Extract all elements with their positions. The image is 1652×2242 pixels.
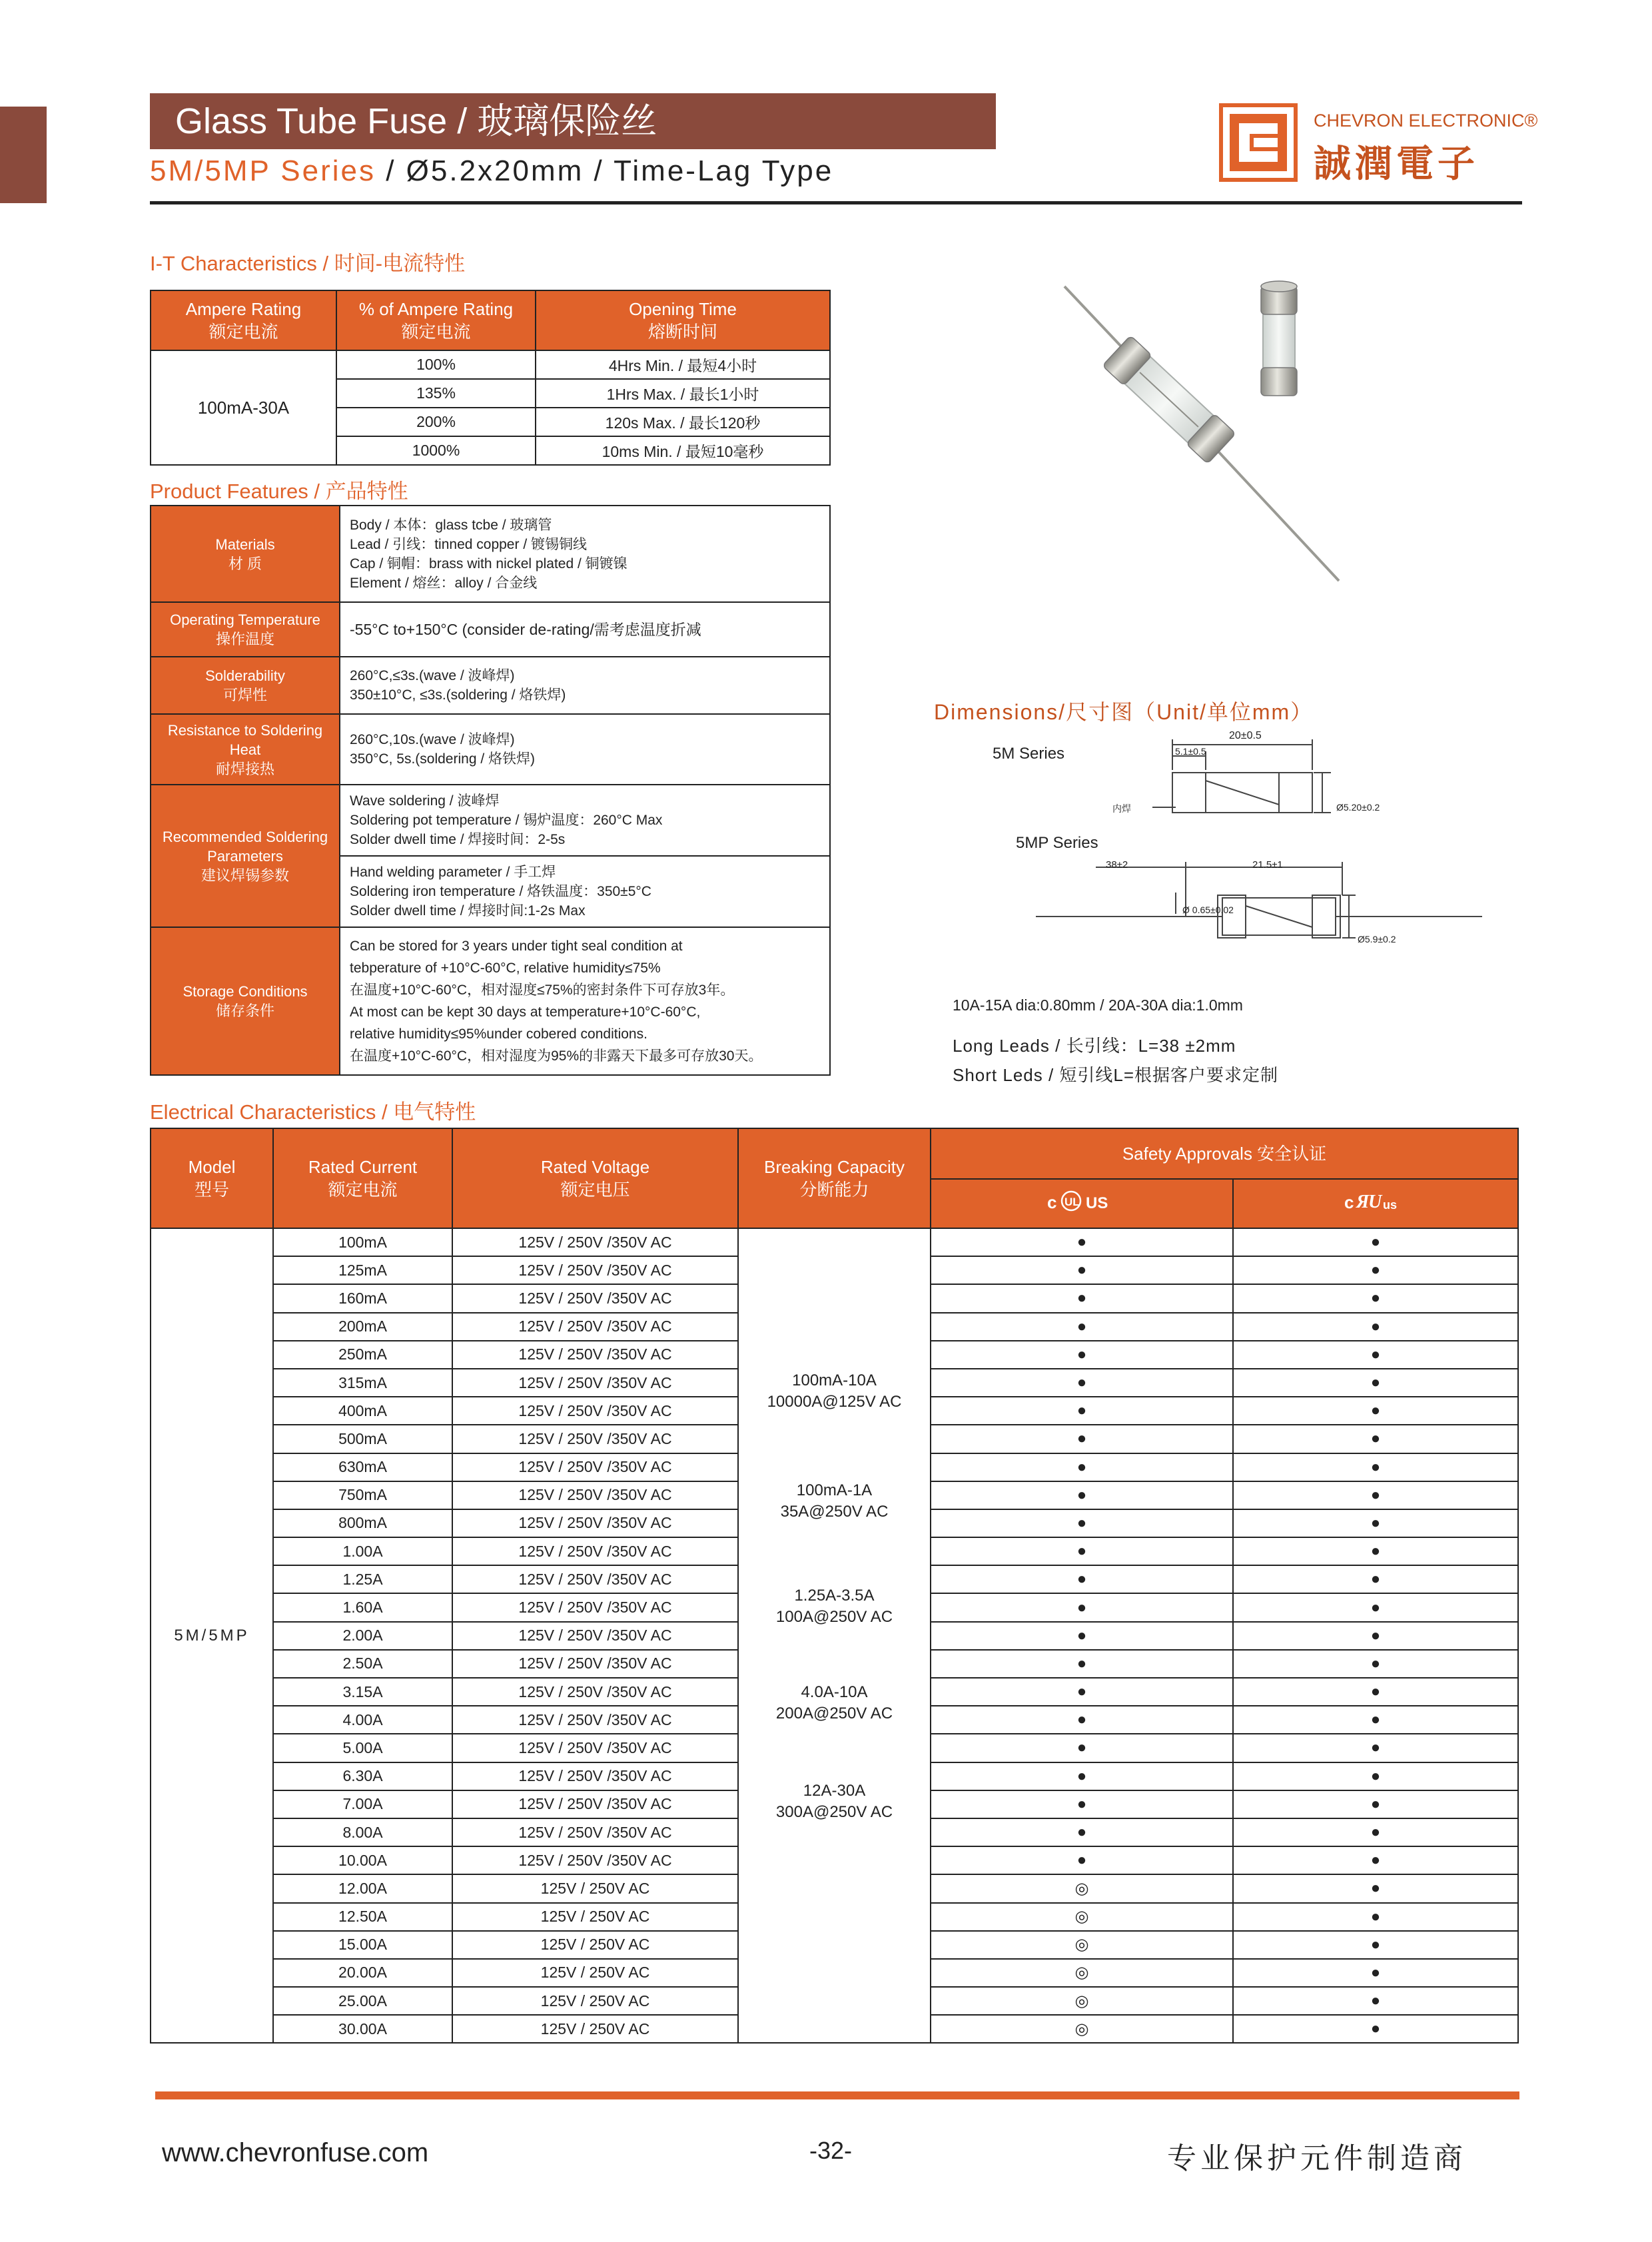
lead-diameter-note: 10A-15A dia:0.80mm / 20A-30A dia:1.0mm bbox=[953, 996, 1243, 1014]
header-rated-current: Rated Current 额定电流 bbox=[273, 1128, 452, 1228]
table-row bbox=[151, 1228, 1518, 1256]
logo-english: CHEVRON ELECTRONIC® bbox=[1314, 111, 1538, 131]
cul-approval-mark: ◎ bbox=[931, 1903, 1233, 1931]
features-section-title: Product Features / 产品特性 bbox=[150, 480, 408, 503]
rated-voltage-cell: 125V / 250V /350V AC bbox=[452, 1650, 738, 1678]
it-percent: 1000% bbox=[336, 436, 536, 465]
rated-current-cell: 12.00A bbox=[273, 1874, 452, 1902]
cul-approval-mark: ● bbox=[931, 1846, 1233, 1874]
rated-current-cell: 7.00A bbox=[273, 1790, 452, 1818]
short-leads-note: Short Leds / 短引线L=根据客户要求定制 bbox=[953, 1065, 1279, 1085]
rated-current-cell: 12.50A bbox=[273, 1903, 452, 1931]
svg-text:U: U bbox=[1368, 1192, 1382, 1212]
svg-text:UL: UL bbox=[1064, 1196, 1080, 1208]
rated-voltage-cell: 125V / 250V AC bbox=[452, 1987, 738, 2015]
cru-approval-mark: ● bbox=[1233, 1369, 1518, 1397]
dim-lead-38: 38±2 bbox=[1106, 859, 1128, 871]
cru-approval-mark: ● bbox=[1233, 1931, 1518, 1959]
svg-text:c: c bbox=[1047, 1192, 1057, 1212]
cul-approval-mark: ● bbox=[931, 1622, 1233, 1650]
feature-value-wave-soldering: Wave soldering / 波峰焊 Soldering pot temperature / 锡炉温度：260°C Max Solder dwell time / 焊接时间：2-5s bbox=[340, 785, 830, 856]
logo-chinese: 誠潤電子 bbox=[1314, 143, 1479, 186]
product-features-table bbox=[150, 505, 831, 1076]
svg-text:Я: Я bbox=[1356, 1192, 1370, 1212]
feature-label-storage: Storage Conditions 储存条件 bbox=[151, 927, 340, 1075]
rated-current-cell: 4.00A bbox=[273, 1706, 452, 1734]
rated-current-cell: 6.30A bbox=[273, 1762, 452, 1790]
feature-label-operating-temp: Operating Temperature 操作温度 bbox=[151, 602, 340, 657]
feature-value-operating-temp: -55°C to+150°C (consider de-rating/需考虑温度折减 bbox=[340, 602, 830, 657]
header-breaking-capacity: Breaking Capacity 分断能力 bbox=[738, 1128, 931, 1228]
cru-approval-mark: ● bbox=[1233, 1425, 1518, 1453]
side-tab-marker bbox=[0, 107, 47, 203]
rated-voltage-cell: 125V / 250V /350V AC bbox=[452, 1284, 738, 1312]
it-header-opening-time: Opening Time 熔断时间 bbox=[536, 290, 830, 350]
cru-approval-mark: ● bbox=[1233, 1903, 1518, 1931]
rated-voltage-cell: 125V / 250V /350V AC bbox=[452, 1509, 738, 1537]
feature-label-resistance-heat: Resistance to Soldering Heat 耐焊接热 bbox=[151, 714, 340, 785]
cru-approval-mark: ● bbox=[1233, 1818, 1518, 1846]
rated-current-cell: 20.00A bbox=[273, 1959, 452, 1987]
rated-voltage-cell: 125V / 250V /350V AC bbox=[452, 1453, 738, 1481]
rated-voltage-cell: 125V / 250V AC bbox=[452, 1874, 738, 1902]
rated-voltage-cell: 125V / 250V /350V AC bbox=[452, 1706, 738, 1734]
cru-approval-mark: ● bbox=[1233, 1734, 1518, 1762]
feature-label-solderability: Solderability 可焊性 bbox=[151, 657, 340, 714]
it-percent: 200% bbox=[336, 408, 536, 436]
cru-approval-mark: ● bbox=[1233, 1622, 1518, 1650]
cru-approval-mark: ● bbox=[1233, 1650, 1518, 1678]
it-time: 120s Max. / 最长120秒 bbox=[536, 408, 830, 436]
it-section-title: I-T Characteristics / 时间-电流特性 bbox=[150, 252, 466, 275]
cul-approval-mark: ● bbox=[931, 1256, 1233, 1284]
rated-voltage-cell: 125V / 250V /350V AC bbox=[452, 1622, 738, 1650]
breaking-capacity-group: 1.25A-3.5A 100A@250V AC bbox=[775, 1587, 893, 1626]
chevron-logo-icon bbox=[1219, 103, 1298, 182]
cru-approval-mark: ● bbox=[1233, 1256, 1518, 1284]
series-5mp-label: 5MP Series bbox=[1016, 834, 1098, 852]
cul-approval-mark: ● bbox=[931, 1397, 1233, 1425]
rated-voltage-cell: 125V / 250V /350V AC bbox=[452, 1341, 738, 1369]
cul-approval-mark: ● bbox=[931, 1284, 1233, 1312]
feature-value-materials: Body / 本体：glass tcbe / 玻璃管 Lead / 引线：tinned copper / 镀锡铜线 Cap / 铜帽：brass with nickel plated / 铜镀镍 Element / 熔丝：alloy / 合金线 bbox=[340, 506, 830, 602]
rated-voltage-cell: 125V / 250V /350V AC bbox=[452, 1228, 738, 1256]
cul-approval-mark: ● bbox=[931, 1228, 1233, 1256]
page-number: -32- bbox=[809, 2137, 853, 2164]
rated-current-cell: 500mA bbox=[273, 1425, 452, 1453]
cru-approval-mark: ● bbox=[1233, 1593, 1518, 1621]
rated-current-cell: 750mA bbox=[273, 1481, 452, 1509]
cul-approval-mark: ● bbox=[931, 1818, 1233, 1846]
rated-current-cell: 30.00A bbox=[273, 2015, 452, 2043]
cru-approval-mark: ● bbox=[1233, 1790, 1518, 1818]
cru-approval-mark: ● bbox=[1233, 1509, 1518, 1537]
cul-approval-mark: ◎ bbox=[931, 1987, 1233, 2015]
dim-cap-51: 5.1±0.5 bbox=[1175, 746, 1206, 757]
dim-diameter-520: Ø5.20±0.2 bbox=[1336, 802, 1380, 813]
cru-approval-mark: ● bbox=[1233, 1313, 1518, 1341]
it-percent: 100% bbox=[336, 350, 536, 379]
cul-approval-mark: ● bbox=[931, 1706, 1233, 1734]
header-cert-cru bbox=[1233, 1179, 1518, 1228]
cru-approval-mark: ● bbox=[1233, 1846, 1518, 1874]
rated-current-cell: 1.00A bbox=[273, 1537, 452, 1565]
rated-current-cell: 8.00A bbox=[273, 1818, 452, 1846]
footer-website-url[interactable]: www.chevronfuse.com bbox=[162, 2138, 429, 2167]
rated-current-cell: 25.00A bbox=[273, 1987, 452, 2015]
electrical-rows bbox=[151, 1228, 1518, 2043]
rated-voltage-cell: 125V / 250V /350V AC bbox=[452, 1593, 738, 1621]
cru-approval-mark: ● bbox=[1233, 1678, 1518, 1706]
rated-voltage-cell: 125V / 250V /350V AC bbox=[452, 1369, 738, 1397]
dimensions-title: Dimensions/尺寸图（Unit/单位mm） bbox=[934, 700, 1314, 724]
dim-length-20: 20±0.5 bbox=[1229, 730, 1262, 741]
rated-voltage-cell: 125V / 250V /350V AC bbox=[452, 1762, 738, 1790]
rated-voltage-cell: 125V / 250V AC bbox=[452, 1903, 738, 1931]
cul-approval-mark: ● bbox=[931, 1790, 1233, 1818]
rated-voltage-cell: 125V / 250V /350V AC bbox=[452, 1818, 738, 1846]
cul-approval-mark: ● bbox=[931, 1678, 1233, 1706]
svg-text:US: US bbox=[1086, 1194, 1108, 1212]
header-rule bbox=[150, 201, 1522, 204]
cul-approval-mark: ● bbox=[931, 1341, 1233, 1369]
rated-voltage-cell: 125V / 250V /350V AC bbox=[452, 1481, 738, 1509]
cru-approval-mark: ● bbox=[1233, 1537, 1518, 1565]
model-cell: 5M/5MP bbox=[151, 1228, 273, 2043]
feature-value-solderability: 260°C,≤3s.(wave / 波峰焊) 350±10°C, ≤3s.(soldering / 烙铁焊) bbox=[340, 657, 830, 714]
rated-current-cell: 100mA bbox=[273, 1228, 452, 1256]
rated-current-cell: 2.50A bbox=[273, 1650, 452, 1678]
header-model: Model 型号 bbox=[151, 1128, 273, 1228]
series-5m-label: 5M Series bbox=[993, 745, 1065, 763]
page-title: Glass Tube Fuse / 玻璃保险丝 bbox=[150, 93, 996, 149]
cul-approval-mark: ● bbox=[931, 1509, 1233, 1537]
rated-current-cell: 1.60A bbox=[273, 1593, 452, 1621]
rated-voltage-cell: 125V / 250V AC bbox=[452, 1959, 738, 1987]
dim-cap-dia-59: Ø5.9±0.2 bbox=[1358, 934, 1396, 944]
long-leads-note: Long Leads / 长引线：L=38 ±2mm bbox=[953, 1036, 1236, 1056]
rated-current-cell: 5.00A bbox=[273, 1734, 452, 1762]
rated-current-cell: 3.15A bbox=[273, 1678, 452, 1706]
svg-text:us: us bbox=[1383, 1198, 1398, 1212]
it-time: 4Hrs Min. / 最短4小时 bbox=[536, 350, 830, 379]
rated-voltage-cell: 125V / 250V /350V AC bbox=[452, 1565, 738, 1593]
cul-approval-mark: ◎ bbox=[931, 1931, 1233, 1959]
electrical-section-title: Electrical Characteristics / 电气特性 bbox=[150, 1100, 476, 1124]
rated-current-cell: 15.00A bbox=[273, 1931, 452, 1959]
rated-voltage-cell: 125V / 250V /350V AC bbox=[452, 1256, 738, 1284]
cul-approval-mark: ● bbox=[931, 1593, 1233, 1621]
feature-value-resistance-heat: 260°C,10s.(wave / 波峰焊) 350°C, 5s.(soldering / 烙铁焊) bbox=[340, 714, 830, 785]
rated-voltage-cell: 125V / 250V AC bbox=[452, 1931, 738, 1959]
it-header-percent: % of Ampere Rating 额定电流 bbox=[336, 290, 536, 350]
rated-voltage-cell: 125V / 250V /350V AC bbox=[452, 1313, 738, 1341]
cul-approval-mark: ● bbox=[931, 1425, 1233, 1453]
dim-inner-weld: 内焊 bbox=[1112, 804, 1131, 815]
it-time: 10ms Min. / 最短10毫秒 bbox=[536, 436, 830, 465]
it-characteristics-table bbox=[150, 290, 831, 466]
rated-voltage-cell: 125V / 250V /350V AC bbox=[452, 1846, 738, 1874]
cul-approval-mark: ● bbox=[931, 1313, 1233, 1341]
rated-voltage-cell: 125V / 250V /350V AC bbox=[452, 1678, 738, 1706]
electrical-characteristics-table bbox=[150, 1128, 1519, 2044]
cru-approval-mark: ● bbox=[1233, 1397, 1518, 1425]
fuse-product-photo bbox=[1052, 280, 1359, 586]
it-ampere-range: 100mA-30A bbox=[151, 350, 336, 465]
dim-length-215: 21.5±1 bbox=[1252, 859, 1283, 871]
feature-value-storage: Can be stored for 3 years under tight seal condition at tebperature of +10°C-60°C, relative humidity≤75% 在温度+10°C-60°C，相对湿度≤75%的密封条件下可存放3年。 At most can be kept 30 days at temperature+10°C-60°C, relative humidity≤95%under cobered conditions. 在温度+10°C-60°C，相对湿度为95%的非露天下最多可存放30天。 bbox=[340, 927, 830, 1075]
dim-lead-dia-065: Ø 0.65±0.02 bbox=[1182, 905, 1234, 915]
cul-approval-mark: ● bbox=[931, 1369, 1233, 1397]
footer-slogan: 专业保护元件制造商 bbox=[1167, 2141, 1467, 2175]
cru-approval-mark: ● bbox=[1233, 1874, 1518, 1902]
subtitle-series: 5M/5MP Series bbox=[150, 155, 376, 187]
rated-current-cell: 315mA bbox=[273, 1369, 452, 1397]
feature-label-soldering-params: Recommended Soldering Parameters 建议焊锡参数 bbox=[151, 785, 340, 927]
svg-text:c: c bbox=[1344, 1192, 1354, 1212]
cru-approval-mark: ● bbox=[1233, 1453, 1518, 1481]
rated-voltage-cell: 125V / 250V AC bbox=[452, 2015, 738, 2043]
dimension-drawing-5m bbox=[1092, 726, 1399, 833]
cru-approval-mark: ● bbox=[1233, 1959, 1518, 1987]
rated-current-cell: 400mA bbox=[273, 1397, 452, 1425]
breaking-capacity-group: 100mA-10A 10000A@125V AC bbox=[767, 1371, 902, 1411]
cul-approval-mark: ◎ bbox=[931, 2015, 1233, 2043]
cru-approval-mark: ● bbox=[1233, 1987, 1518, 2015]
rated-current-cell: 160mA bbox=[273, 1284, 452, 1312]
rated-voltage-cell: 125V / 250V /350V AC bbox=[452, 1790, 738, 1818]
breaking-capacity-group: 12A-30A 300A@250V AC bbox=[775, 1782, 893, 1821]
cul-approval-mark: ● bbox=[931, 1537, 1233, 1565]
header-safety-approvals: Safety Approvals 安全认证 bbox=[931, 1128, 1518, 1179]
page-subtitle bbox=[150, 155, 833, 188]
cul-approval-mark: ◎ bbox=[931, 1959, 1233, 1987]
cru-approval-mark: ● bbox=[1233, 1565, 1518, 1593]
cru-approval-mark: ● bbox=[1233, 1706, 1518, 1734]
cul-approval-mark: ● bbox=[931, 1650, 1233, 1678]
rated-current-cell: 125mA bbox=[273, 1256, 452, 1284]
header-cert-cul bbox=[931, 1179, 1233, 1228]
rated-voltage-cell: 125V / 250V /350V AC bbox=[452, 1537, 738, 1565]
feature-value-hand-welding: Hand welding parameter / 手工焊 Soldering iron temperature / 烙铁温度：350±5°C Solder dwell time / 焊接时间:1-2s Max bbox=[340, 856, 830, 927]
cru-approval-mark: ● bbox=[1233, 1762, 1518, 1790]
breaking-capacity-cell bbox=[738, 1228, 931, 2043]
cul-approval-mark: ● bbox=[931, 1481, 1233, 1509]
rated-current-cell: 200mA bbox=[273, 1313, 452, 1341]
cul-approval-mark: ● bbox=[931, 1762, 1233, 1790]
cul-us-mark-icon bbox=[1042, 1188, 1122, 1214]
rated-current-cell: 250mA bbox=[273, 1341, 452, 1369]
cru-approval-mark: ● bbox=[1233, 1228, 1518, 1256]
header-rated-voltage: Rated Voltage 额定电压 bbox=[452, 1128, 738, 1228]
rated-current-cell: 800mA bbox=[273, 1509, 452, 1537]
it-header-ampere: Ampere Rating 额定电流 bbox=[151, 290, 336, 350]
cru-approval-mark: ● bbox=[1233, 2015, 1518, 2043]
rated-current-cell: 10.00A bbox=[273, 1846, 452, 1874]
it-time: 1Hrs Max. / 最长1小时 bbox=[536, 379, 830, 408]
rated-voltage-cell: 125V / 250V /350V AC bbox=[452, 1425, 738, 1453]
breaking-capacity-group: 100mA-1A 35A@250V AC bbox=[780, 1481, 889, 1521]
breaking-capacity-group: 4.0A-10A 200A@250V AC bbox=[775, 1683, 893, 1722]
cru-us-mark-icon bbox=[1339, 1188, 1412, 1214]
it-percent: 135% bbox=[336, 379, 536, 408]
rated-voltage-cell: 125V / 250V /350V AC bbox=[452, 1397, 738, 1425]
footer-rule bbox=[155, 2091, 1519, 2099]
rated-current-cell: 2.00A bbox=[273, 1622, 452, 1650]
subtitle-spec: / Ø5.2x20mm / Time-Lag Type bbox=[375, 155, 834, 187]
cul-approval-mark: ● bbox=[931, 1565, 1233, 1593]
cul-approval-mark: ● bbox=[931, 1453, 1233, 1481]
cru-approval-mark: ● bbox=[1233, 1284, 1518, 1312]
rated-current-cell: 1.25A bbox=[273, 1565, 452, 1593]
cul-approval-mark: ● bbox=[931, 1734, 1233, 1762]
cru-approval-mark: ● bbox=[1233, 1481, 1518, 1509]
cul-approval-mark: ◎ bbox=[931, 1874, 1233, 1902]
cru-approval-mark: ● bbox=[1233, 1341, 1518, 1369]
rated-current-cell: 630mA bbox=[273, 1453, 452, 1481]
feature-label-materials: Materials 材 质 bbox=[151, 506, 340, 602]
rated-voltage-cell: 125V / 250V /350V AC bbox=[452, 1734, 738, 1762]
